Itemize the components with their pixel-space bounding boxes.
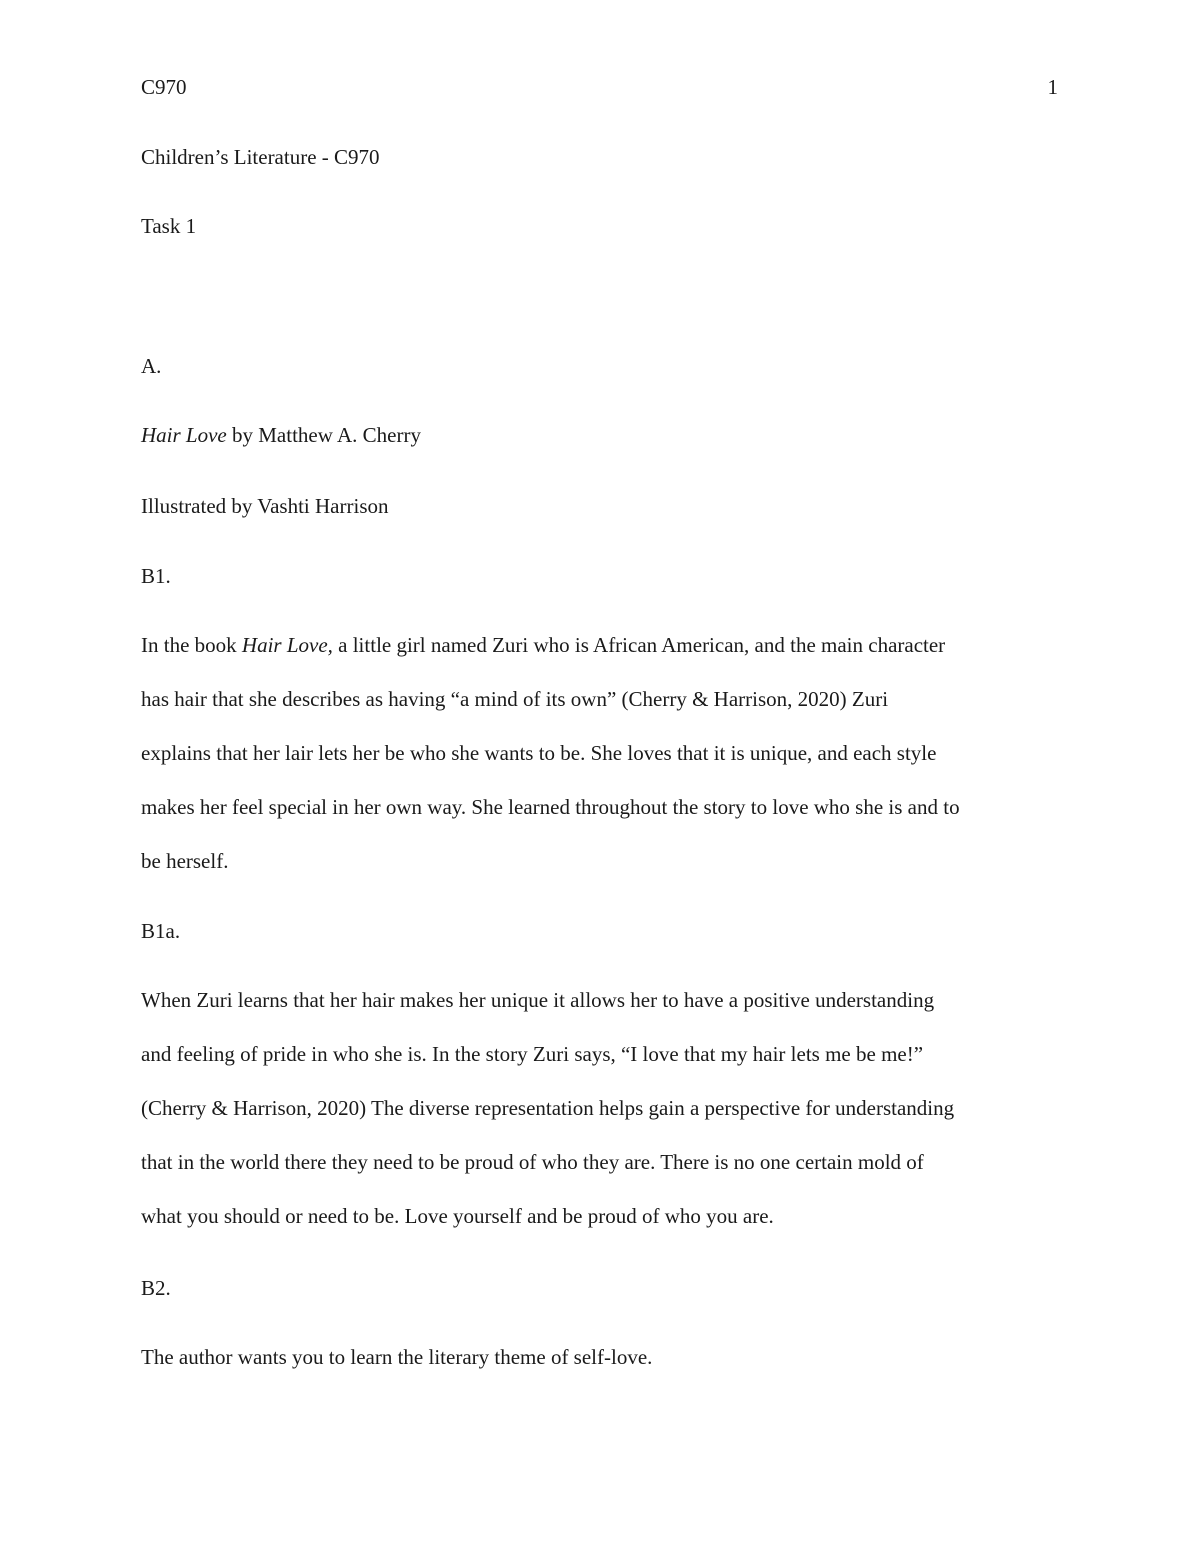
paragraph-line: has hair that she describes as having “a mind of its own” (Cherry & Harrison, 2020) Zuri xyxy=(141,687,889,711)
book-author: by Matthew A. Cherry xyxy=(226,423,421,447)
paragraph-line xyxy=(141,633,1066,687)
course-title: Children’s Literature - C970 xyxy=(141,145,380,169)
running-head: C970 xyxy=(141,75,187,99)
book-title: Hair Love xyxy=(141,423,227,447)
paragraph-line: explains that her lair lets her be who she wants to be. She loves that it is unique, and each style xyxy=(141,741,937,765)
task-label: Task 1 xyxy=(141,214,197,238)
section-b2-heading: B2. xyxy=(141,1276,171,1300)
illustrator-line: Illustrated by Vashti Harrison xyxy=(141,494,389,518)
section-b2-text: The author wants you to learn the literary theme of self-love. xyxy=(141,1345,653,1369)
paragraph-line: what you should or need to be. Love yourself and be proud of who you are. xyxy=(141,1204,774,1228)
paragraph-line: that in the world there they need to be proud of who they are. There is no one certain mold of xyxy=(141,1150,924,1174)
book-citation xyxy=(141,423,421,447)
section-a-heading: A. xyxy=(141,354,162,378)
text-run: a little girl named Zuri who is African American, and the main character xyxy=(332,633,946,657)
text-run: In the book xyxy=(141,633,242,657)
section-b1-paragraph xyxy=(141,633,1066,903)
book-title-inline: Hair Love, xyxy=(241,633,333,657)
section-b1-heading: B1. xyxy=(141,564,171,588)
paragraph-line: and feeling of pride in who she is. In the story Zuri says, “I love that my hair lets me be me!” xyxy=(141,1042,924,1066)
paragraph-line: be herself. xyxy=(141,849,229,873)
section-b1a-heading: B1a. xyxy=(141,919,181,943)
section-b1a-paragraph xyxy=(141,988,1066,1258)
page-number: 1 xyxy=(1047,75,1058,99)
paragraph-line: makes her feel special in her own way. She learned throughout the story to love who she is and to xyxy=(141,795,960,819)
paragraph-line: (Cherry & Harrison, 2020) The diverse representation helps gain a perspective for understanding xyxy=(141,1096,955,1120)
paragraph-line: When Zuri learns that her hair makes her unique it allows her to have a positive understanding xyxy=(141,988,935,1012)
